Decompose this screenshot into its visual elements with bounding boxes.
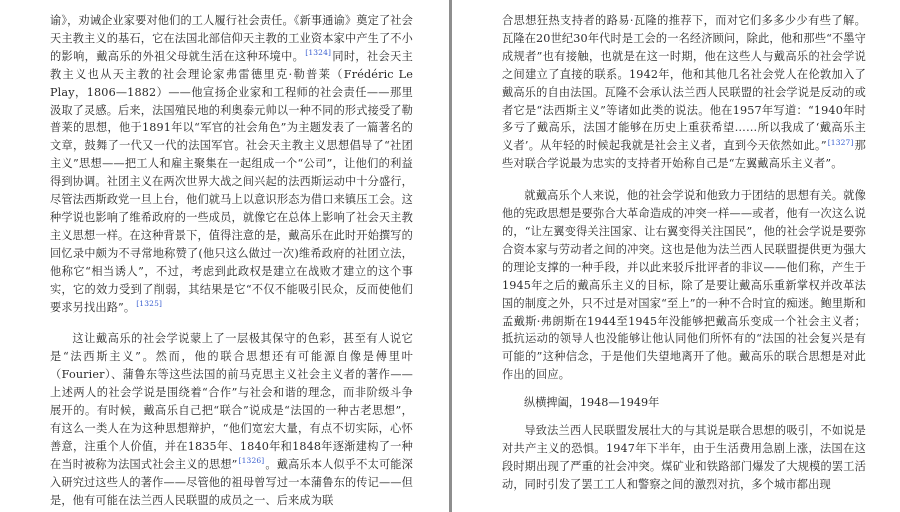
footnote-link-1326[interactable]: [1326]	[238, 456, 265, 466]
text-segment: 导致法兰西人民联盟发展壮大的与其说是联合思想的吸引，不如说是对共产主义的恐惧。1947年下半年，由于生活费用急剧上涨，法国在这段时期出现了严重的社会冲突。煤矿业和铁路部门爆发了大规模的罢工活动，同时引发了罢工工人和警察之间的激烈对抗，多个城市都出现	[502, 424, 866, 491]
text-segment: 那些对联合学说最为忠实的支持者开始称自己是“左翼戴高乐主义者”。	[502, 139, 866, 171]
text-segment: 。戴高乐本人似乎不太可能深入研究过这些人的著作——尽管他的祖母曾写过一本蒲鲁东的传记——但是，他有可能在法兰西人民联盟的成员之一、后来成为联	[50, 457, 413, 507]
left-page	[0, 0, 449, 512]
left-paragraph-1	[50, 12, 413, 316]
footnote-link-1324[interactable]: [1324]	[305, 48, 332, 58]
text-segment: 同时，社会天主教主义也从天主教的社会理论家弗雷德里克·勒普莱（Frédéric Le Play，1806—1882）——他宣扬企业家和工程师的社会责任——那里汲取了灵感。后来，法国殖民地的利奥泰元帅以一种不同的形式接受了勒普莱的思想，他于1891年以“军官的社会角色”为主题发表了一篇著名的文章，鼓舞了一代又一代的法国军官。社会天主教主义思想倡导了“社团主义”思想——把工人和雇主聚集在一起组成一个“公司”，让他们的利益得到协调。社团主义在两次世界大战之间兴起的法西斯运动中十分盛行，尽管法西斯政党一旦上台，他们就马上以意识形态为借口来镇压工会。这种学说也影响了维希政府的一些成员，就像它在总体上影响了社会天主教主义思想一样。在这种背景下，值得注意的是，戴高乐在此时开始撰写的回忆录中颇为不寻常地称赞了(他只这么做过一次)维希政府的社团立法，他称它“相当诱人”，不过，考虑到此政权是建立在战败才建立的这个事实，它的效力受到了削弱，其结果是它“不仅不能吸引民众，反而使他们要求另找出路”。	[50, 49, 413, 314]
section-heading: 纵横捭阖，1948—1949年	[524, 396, 660, 410]
text-segment: 就戴高乐个人来说，他的社会学说和他致力于团结的思想有关。就像他的宪政思想是要弥合大革命造成的冲突一样——或者，他有一次这么说的，“让左翼变得关注国家、让右翼变得关注国民”，他的社会学说是要弥合资本家与劳动者之间的冲突。这也是他为法兰西人民联盟提供更为强大的理论支撑的一种手段，并以此来驳斥批评者的非议——他们称，产生于1945年之后的戴高乐主义的目标，除了是要让戴高乐重新掌权并改革法国的制度之外，只不过是对国家“至上”的一种不合时宜的痴迷。鲍里斯和孟戴斯·弗朗斯在1944至1945年没能够把戴高乐变成一个社会主义者；抵抗运动的领导人也没能够让他认同他们所怀有的“法国的社会复兴是有可能的”这种信念，于是他们失望地离开了他。戴高乐的联合思想是对此作出的回应。	[502, 189, 866, 382]
right-paragraph-2	[502, 187, 866, 384]
text-segment: 合思想狂热支持者的路易·瓦隆的推荐下，而对它们多多少少有些了解。瓦隆在20世纪30年代时是工会的一名经济顾问，除此，他和那些“不墨守成规者”也有接触，也就是在这一时期，他在这些人与戴高乐的社会学说之间建立了直接的联系。1942年，他和其他几名社会党人在伦敦加入了戴高乐的自由法国。瓦隆不会承认法兰西人民联盟的社会学说是反动的或者它是“法西斯主义”等诸如此类的说法。他在1957年写道：“1940年时多亏了戴高乐，法国才能够在历史上重获希望……所以我成了‘戴高乐主义者’。从年轻的时候起我就是社会主义者，直到今天依然如此。”	[502, 14, 866, 153]
footnote-link-1325[interactable]: [1325]	[136, 298, 163, 308]
text-segment: 这让戴高乐的社会学说蒙上了一层极其保守的色彩，甚至有人说它是“法西斯主义”。然而，他的联合思想还有可能源自像是傅里叶（Fourier）、蒲鲁东等这些法国的前马克思主义社会主义者的著作——上述两人的社会学说是围绕着“合作”与社会和谐的理念，而非阶级斗争展开的。有时候，戴高乐自己把“联合”说成是“法国的一种古老思想”，有这么一类人在为这种思想辩护，“他们宽宏大量，有点不切实际，心怀善意，注重个人价值，并在1835年、1840年和1848年逐渐建构了一种在当时被称为法国式社会主义的思想”	[50, 332, 413, 471]
text-segment: 谕》，劝诫企业家要对他们的工人履行社会责任。《新事通谕》奠定了社会天主教主义的基石，它在法国北部信仰天主教的工业资本家中产生了不小的影响，戴高乐的外祖父母就生活在这种环境中。	[50, 14, 413, 63]
left-paragraph-2	[50, 330, 413, 509]
footnote-link-1327[interactable]: [1327]	[827, 137, 854, 147]
right-paragraph-1	[502, 12, 866, 173]
right-page	[452, 0, 900, 512]
right-paragraph-3	[502, 422, 866, 494]
